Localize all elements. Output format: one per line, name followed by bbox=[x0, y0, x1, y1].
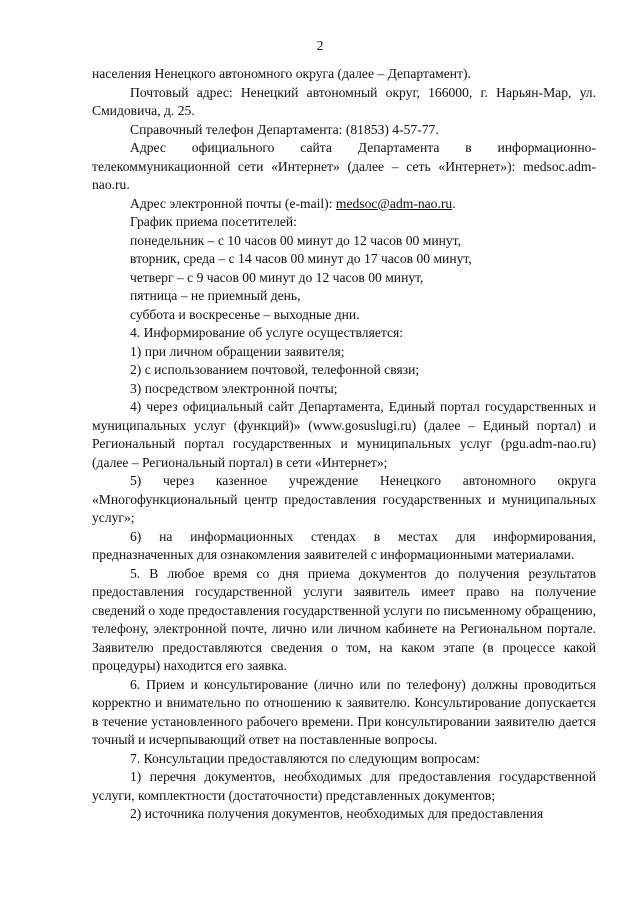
schedule-thursday: четверг – с 9 часов 00 минут до 12 часов 00 минут, bbox=[130, 269, 424, 285]
paragraph-phone: Справочный телефон Департамента: (81853) 4-57-77. bbox=[130, 121, 439, 137]
paragraph-postal-address: Почтовый адрес: Ненецкий автономный округ, 166000, г. Нарьян-Мар, ул. Смидовича, д. 25. bbox=[92, 84, 596, 118]
consult-item-1: 1) перечня документов, необходимых для предоставления государственной услуги, комплектности (достаточности) представленных документов; bbox=[92, 769, 596, 803]
info-item-6: 6) на информационных стендах в местах для информирования, предназначенных для ознакомления заявителей с информационными материалами. bbox=[92, 528, 596, 562]
schedule-weekend: суббота и воскресенье – выходные дни. bbox=[130, 306, 360, 322]
schedule-heading: График приема посетителей: bbox=[130, 214, 297, 229]
paragraph-5: 5. В любое время со дня приема документов до получения результатов предоставления государственной услуги заявитель имеет право на получение сведений о ходе предоставления государственной услуги по письменному обращению, телефону, электронной почте, лично или личном кабинете на Региональном портале. Заявителю предоставляются сведения о том, на каком этапе (в процессе какой процедуры) находится его заявка. bbox=[92, 565, 596, 673]
page-number: 2 bbox=[316, 38, 324, 53]
schedule-and-info-list bbox=[92, 213, 596, 398]
paragraph-7-heading: 7. Консультации предоставляются по следующим вопросам: bbox=[130, 750, 480, 766]
document-body bbox=[92, 65, 596, 824]
paragraph-email bbox=[92, 195, 596, 214]
schedule-monday: понедельник – с 10 часов 00 минут до 12 часов 00 минут, bbox=[130, 232, 461, 248]
schedule-friday: пятница – не приемный день, bbox=[130, 288, 301, 303]
info-item-3: 3) посредством электронной почты; bbox=[130, 380, 338, 396]
info-item-2: 2) с использованием почтовой, телефонной связи; bbox=[130, 362, 420, 377]
email-label: Адрес электронной почты (e-mail): bbox=[130, 195, 336, 211]
email-link[interactable]: medsoc@adm-nao.ru bbox=[335, 195, 453, 211]
info-item-1: 1) при личном обращении заявителя; bbox=[130, 343, 345, 359]
email-suffix: . bbox=[452, 195, 456, 211]
schedule-tue-wed: вторник, среда – с 14 часов 00 минут до 17 часов 00 минут, bbox=[130, 251, 472, 266]
info-item-5: 5) через казенное учреждение Ненецкого автономного округа «Многофункциональный центр предоставления государственных и муниципальных услуг»; bbox=[92, 473, 596, 525]
info-heading: 4. Информирование об услуге осуществляется: bbox=[130, 325, 404, 340]
paragraph-department-continuation: населения Ненецкого автономного округа (далее – Департамент). bbox=[92, 66, 471, 81]
info-item-4: 4) через официальный сайт Департамента, Единый портал государственных и муниципальных услуг (функций)» (www.gosuslugi.ru) (далее – Единый портал) и Региональный портал государственных и муниципальных услуг (pgu.adm-nao.ru) (далее – Региональный портал) в сети «Интернет»; bbox=[92, 399, 596, 470]
paragraph-6: 6. Прием и консультирование (лично или по телефону) должны проводиться корректно и внимательно по отношению к заявителю. Консультирование допускается в течение установленного рабочего времени. При консультировании заявителю дается точный и исчерпывающий ответ на поставленные вопросы. bbox=[92, 676, 596, 747]
paragraph-website: Адрес официального сайта Департамента в информационно-телекоммуникационной сети «Интернет» (далее – сеть «Интернет»): medsoc.adm-nao.ru. bbox=[92, 140, 596, 192]
consult-item-2: 2) источника получения документов, необходимых для предоставления bbox=[130, 806, 544, 821]
